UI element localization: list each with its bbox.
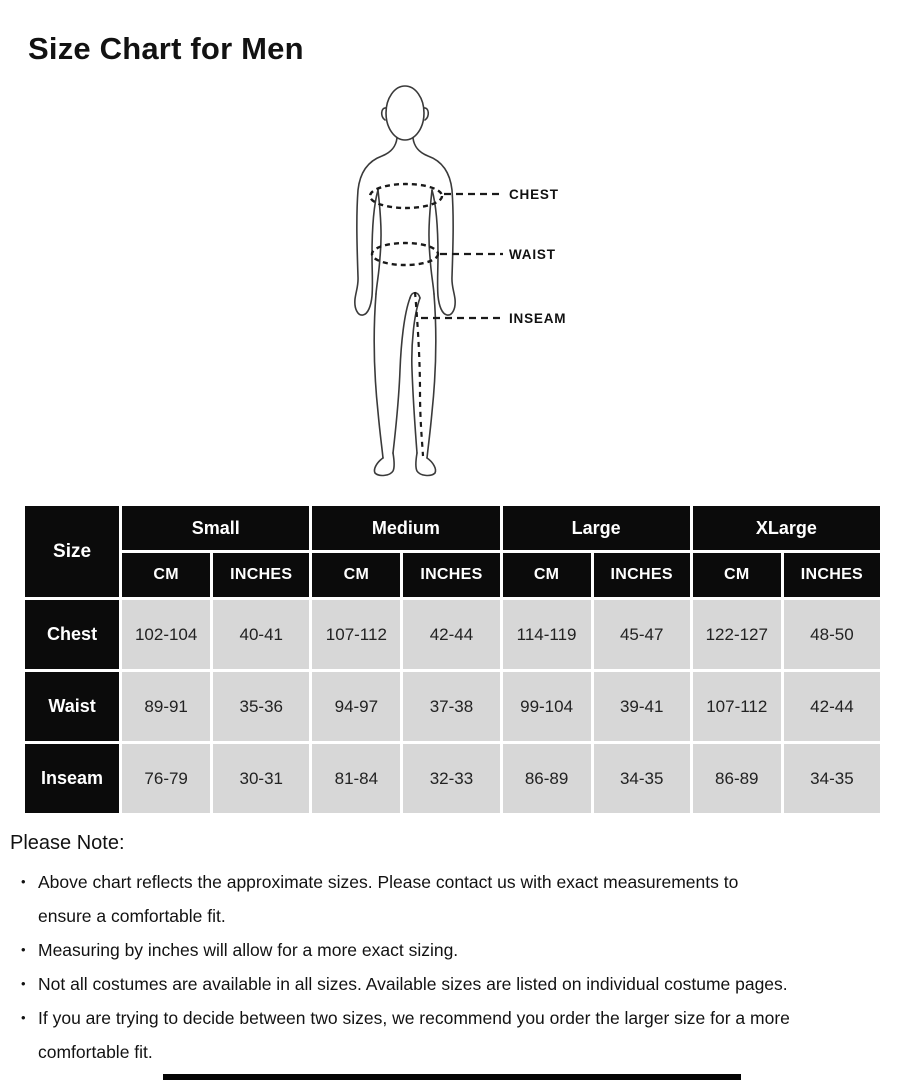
table-header-row-groups [25,506,880,550]
note-item [10,1001,896,1069]
size-value-cell: 37-38 [403,672,499,741]
note-line-text: comfortable fit. [38,1042,153,1062]
size-value-cell: 86-89 [693,744,781,813]
note-line-text: Above chart reflects the approximate sizes. Please contact us with exact measurements to [38,872,739,892]
size-value-cell: 42-44 [403,600,499,669]
size-value-cell: 34-35 [784,744,880,813]
size-value-cell: 122-127 [693,600,781,669]
table-row-inseam [25,744,880,813]
notes-section [10,832,896,1069]
bullet-icon: • [21,942,26,957]
size-group-header-large: Large [503,506,690,550]
size-value-cell: 86-89 [503,744,591,813]
figure-head [386,86,424,140]
unit-header-inches: INCHES [594,553,690,597]
size-group-header-medium: Medium [312,506,499,550]
unit-header-cm: CM [312,553,400,597]
size-value-cell: 76-79 [122,744,210,813]
size-value-cell: 32-33 [403,744,499,813]
size-value-cell: 40-41 [213,600,309,669]
bottom-divider-bar [163,1074,741,1080]
note-item [10,933,896,967]
waist-label: WAIST [509,247,556,262]
row-label-inseam: Inseam [25,744,119,813]
waist-measure-ellipse [372,243,438,265]
note-lines [38,967,896,1001]
unit-header-inches: INCHES [784,553,880,597]
table-row-waist [25,672,880,741]
size-value-cell: 39-41 [594,672,690,741]
row-label-chest: Chest [25,600,119,669]
size-value-cell: 48-50 [784,600,880,669]
note-line-text: Not all costumes are available in all sizes. Available sizes are listed on individual costume pages. [38,974,788,994]
page-title: Size Chart for Men [28,30,304,66]
size-value-cell: 30-31 [213,744,309,813]
note-lines [38,1001,896,1069]
size-group-header-small: Small [122,506,309,550]
note-lines [38,933,896,967]
table-corner-size-label: Size [25,506,119,597]
body-measurement-figure [330,82,640,484]
chest-label: CHEST [509,187,559,202]
size-value-cell: 81-84 [312,744,400,813]
note-item [10,967,896,1001]
size-chart-table [22,503,883,816]
note-lines [38,865,896,933]
note-item [10,865,896,933]
size-value-cell: 89-91 [122,672,210,741]
unit-header-cm: CM [122,553,210,597]
size-value-cell: 35-36 [213,672,309,741]
size-value-cell: 102-104 [122,600,210,669]
row-label-waist: Waist [25,672,119,741]
size-value-cell: 114-119 [503,600,591,669]
note-line-text: If you are trying to decide between two sizes, we recommend you order the larger size for a more [38,1008,790,1028]
inseam-label: INSEAM [509,311,567,326]
male-body-outline-icon [330,82,640,484]
unit-header-inches: INCHES [403,553,499,597]
size-value-cell: 107-112 [693,672,781,741]
bullet-icon: • [21,1010,26,1025]
size-value-cell: 107-112 [312,600,400,669]
unit-header-cm: CM [503,553,591,597]
table-row-chest [25,600,880,669]
unit-header-cm: CM [693,553,781,597]
unit-header-inches: INCHES [213,553,309,597]
bullet-icon: • [21,976,26,991]
notes-heading: Please Note: [10,832,125,854]
notes-list [10,865,896,1069]
bullet-icon: • [21,874,26,889]
size-group-header-xlarge: XLarge [693,506,880,550]
note-line-text: ensure a comfortable fit. [38,906,226,926]
size-value-cell: 45-47 [594,600,690,669]
table-header-row-units [25,553,880,597]
size-value-cell: 34-35 [594,744,690,813]
size-value-cell: 42-44 [784,672,880,741]
note-line-text: Measuring by inches will allow for a more exact sizing. [38,940,459,960]
size-value-cell: 99-104 [503,672,591,741]
size-value-cell: 94-97 [312,672,400,741]
